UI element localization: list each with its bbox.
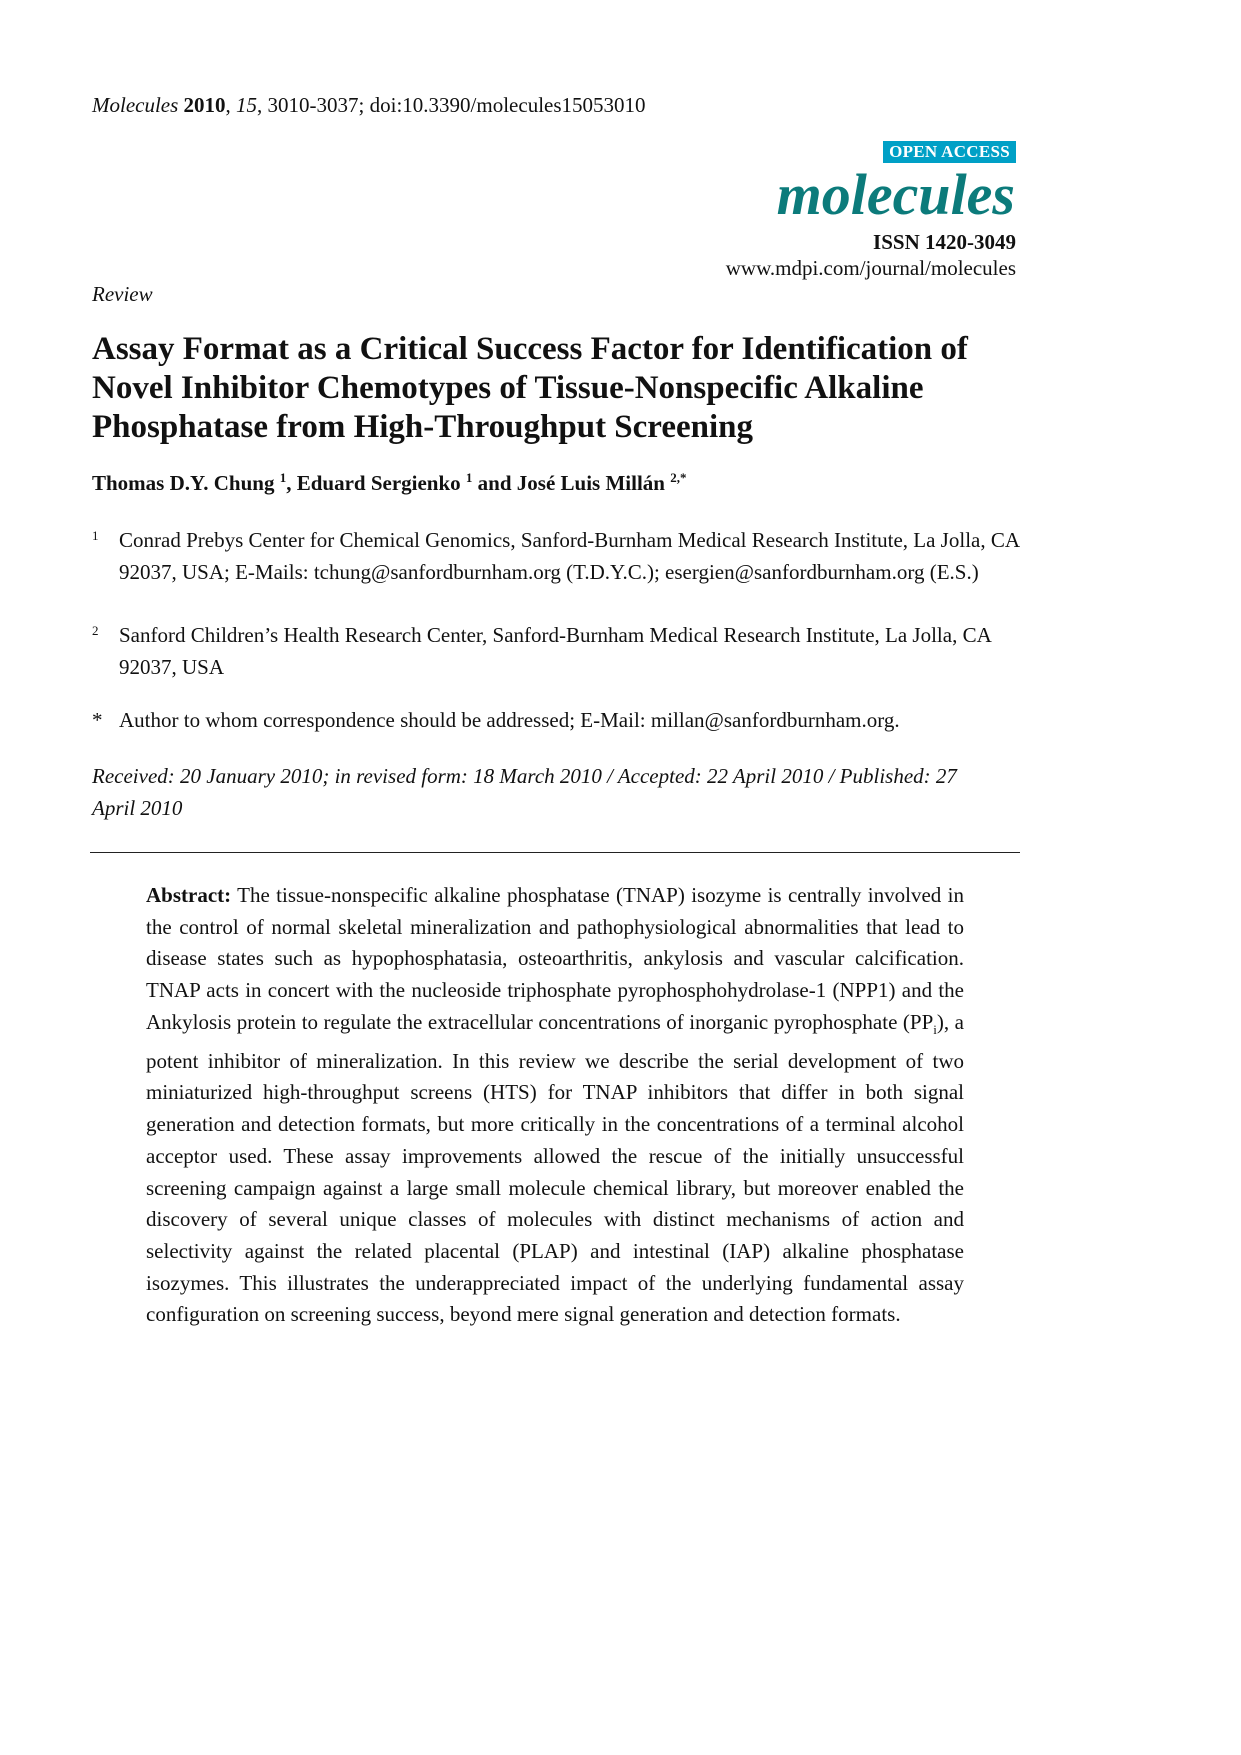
volume: 15	[236, 93, 258, 117]
author-3-affil-num: 2,	[670, 470, 680, 485]
journal-name: Molecules	[92, 93, 179, 117]
author-2-affil: 1	[465, 470, 473, 485]
publication-dates: Received: 20 January 2010; in revised form: 18 March 2010 / Accepted: 22 April 2010 / Published: 27 April 2010	[92, 764, 957, 820]
affiliation-text: Conrad Prebys Center for Chemical Genomics, Sanford-Burnham Medical Research Institute, La Jolla, CA 92037, USA; E-Mails: tchung@sanfordburnham.org (T.D.Y.C.); esergien@sanfordburnham.org (E.S.)	[119, 528, 1019, 584]
author-2: , Eduard Sergienko	[286, 471, 466, 495]
affiliation-number: 1	[92, 528, 99, 543]
divider	[90, 852, 1020, 853]
corresponding-mark: *	[679, 470, 687, 485]
citation-rest: , 3010-3037; doi:10.3390/molecules15053010	[257, 93, 646, 117]
author-list	[92, 470, 686, 496]
abstract-text-1: The tissue-nonspecific alkaline phosphatase (TNAP) isozyme is centrally involved in the control of normal skeletal mineralization and pathophysiological abnormalities that lead to disease states such as hypophosphatasia, osteoarthritis, ankylosis and vascular calcification. TNAP acts in concert with the nucleoside triphosphate pyrophosphohydrolase-1 (NPP1) and the Ankylosis protein to regulate the extracellular concentrations of inorganic pyrophosphate (PP	[146, 883, 964, 1034]
correspondence-text: Author to whom correspondence should be addressed; E-Mail: millan@sanfordburnham.org.	[119, 708, 900, 732]
open-access-badge: OPEN ACCESS	[883, 141, 1016, 163]
issn: ISSN 1420-3049	[873, 230, 1016, 254]
author-1-affil: 1	[279, 470, 287, 485]
abstract-text-2: ), a potent inhibitor of mineralization. In this review we describe the serial development of two miniaturized high-throughput screens (HTS) for TNAP inhibitors that differ in both signal generation and detection formats, but more critically in the concentrations of a terminal alcohol acceptor used. These assay improvements allowed the rescue of the initially unsuccessful screening campaign against a large small molecule chemical library, but moreover enabled the discovery of several unique classes of molecules with distinct mechanisms of action and selectivity against the related placental (PLAP) and intestinal (IAP) alkaline phosphatase isozymes. This illustrates the underappreciated impact of the underlying fundamental assay configuration on screening success, beyond mere signal generation and detection formats.	[146, 1009, 964, 1327]
author-1: Thomas D.Y. Chung	[92, 471, 280, 495]
abstract-subscript: i	[933, 1022, 937, 1037]
affiliation-1	[92, 524, 1032, 620]
journal-logo: molecules	[776, 162, 1015, 227]
article-type: Review	[92, 282, 153, 306]
year: 2010	[183, 93, 226, 117]
journal-url: www.mdpi.com/journal/molecules	[725, 256, 1016, 280]
abstract	[146, 880, 964, 1331]
correspondence-note	[92, 704, 1032, 736]
abstract-label: Abstract:	[146, 883, 232, 907]
correspondence-star: *	[92, 708, 103, 732]
author-3-affil	[670, 470, 686, 485]
affiliation-number: 2	[92, 623, 99, 638]
article-title: Assay Format as a Critical Success Factor for Identification of Novel Inhibitor Chemotypes of Tissue-Nonspecific Alkaline Phosphatase from High-Throughput Screening	[92, 331, 968, 445]
citation-line: Molecules 2010, 15, 3010-3037; doi:10.3390/molecules15053010	[92, 93, 646, 117]
author-3: and José Luis Millán	[472, 471, 671, 495]
affiliation-text: Sanford Children’s Health Research Center, Sanford-Burnham Medical Research Institute, La Jolla, CA 92037, USA	[119, 623, 991, 679]
affiliation-2	[92, 619, 1032, 683]
